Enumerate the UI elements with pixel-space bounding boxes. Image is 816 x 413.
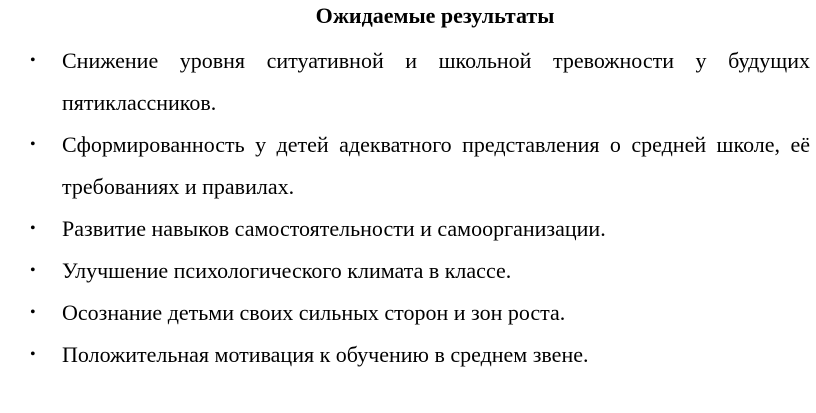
list-item-text: Развитие навыков самостоятельности и самоорганизации. [62,216,606,241]
list-item-text: Снижение уровня ситуативной и школьной тревожности у будущих пятиклассников. [62,48,810,115]
bullet-icon: • [30,52,36,69]
bullet-icon: • [30,346,36,363]
list-item-text: Улучшение психологического климата в классе. [62,258,512,283]
list-item [0,208,816,250]
list-item-text: Осознание детьми своих сильных сторон и зон роста. [62,300,566,325]
bullet-icon: • [30,262,36,279]
list-item [0,124,816,208]
list-item-text: Сформированность у детей адекватного представления о средней школе, её требованиях и правилах. [62,132,810,199]
bullet-icon: • [30,220,36,237]
bullet-icon: • [30,304,36,321]
list-item [0,334,816,376]
results-list [0,40,816,376]
list-item-text: Положительная мотивация к обучению в среднем звене. [62,342,589,367]
bullet-icon: • [30,136,36,153]
list-item [0,40,816,124]
document-title: Ожидаемые результаты [315,3,555,28]
list-item [0,250,816,292]
list-item [0,292,816,334]
